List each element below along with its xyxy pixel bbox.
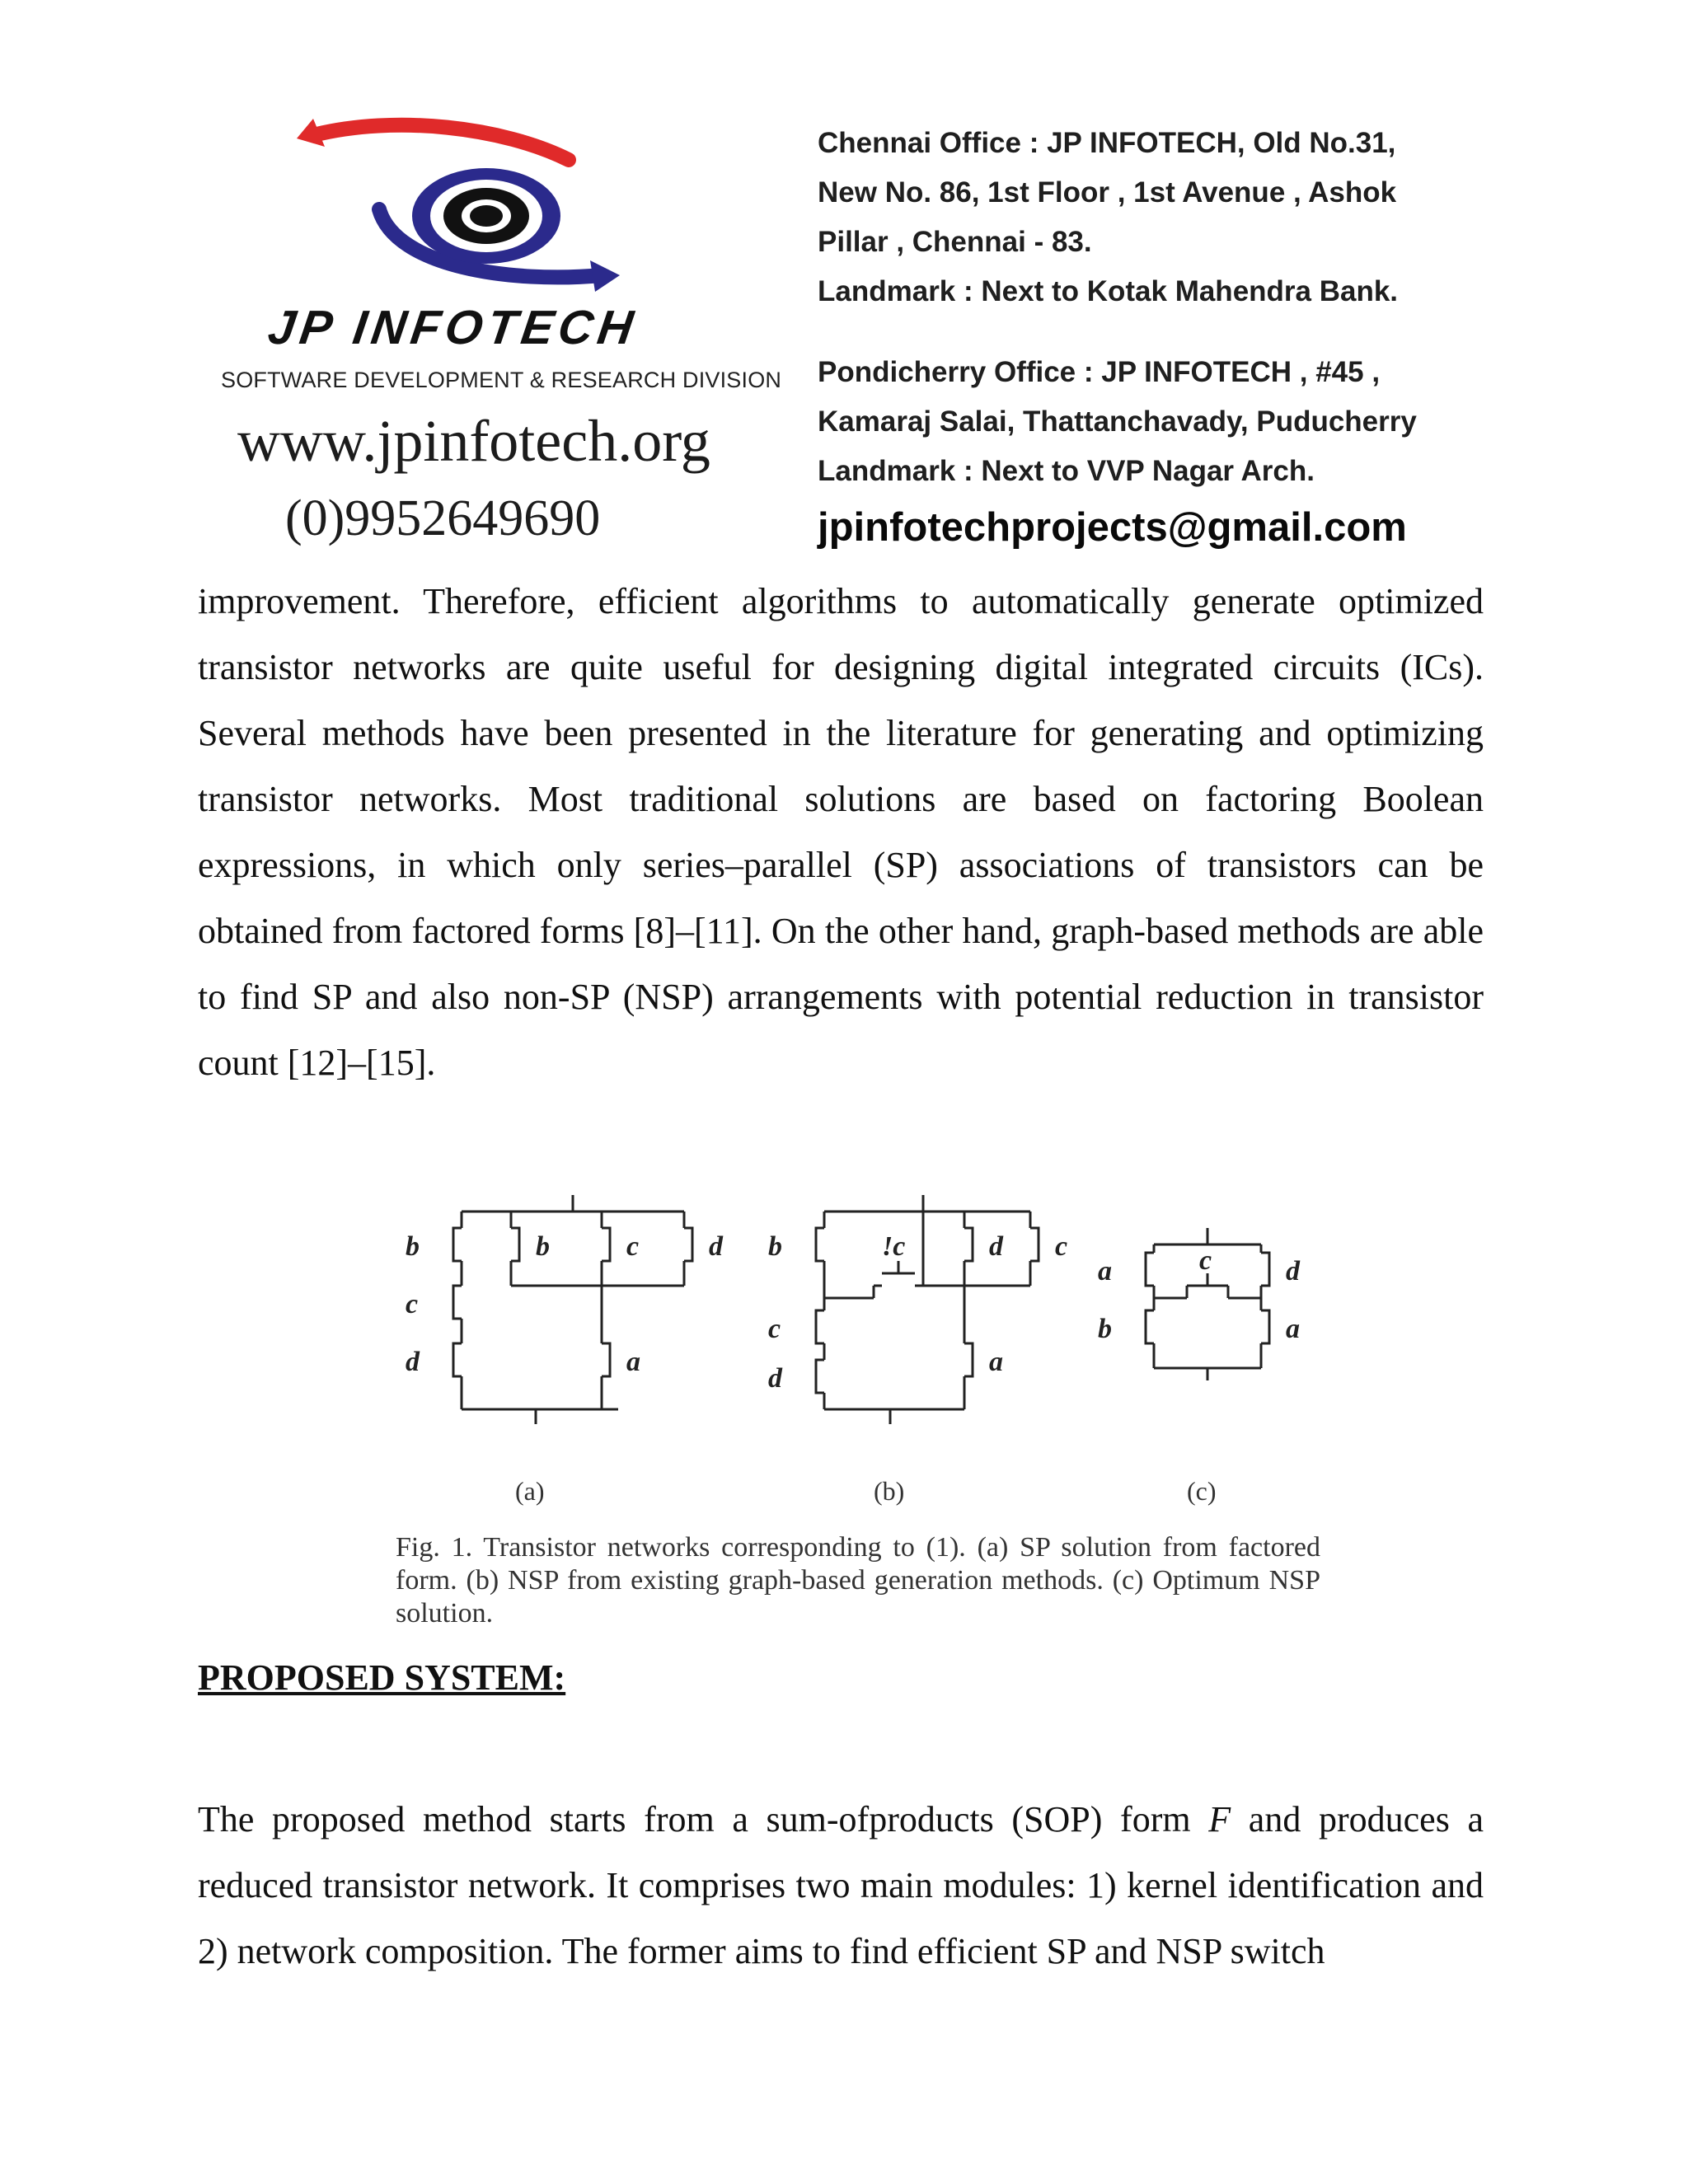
figure-c-label-a: a (1098, 1256, 1112, 1286)
jp-infotech-logo-icon (297, 110, 725, 308)
brand-name: JP INFOTECH (265, 301, 641, 354)
figure-b-label-b: b (768, 1231, 782, 1262)
figure-b-label-c: c (768, 1314, 781, 1344)
paragraph-text: The proposed method starts from a sum-ofproducts (SOP) form (198, 1799, 1209, 1840)
figure-c-label-c: c (1199, 1245, 1212, 1276)
figure-a-label-d2: d (709, 1231, 723, 1262)
figure-a-label-b: b (406, 1231, 420, 1262)
body-paragraph-intro: improvement. Therefore, efficient algorithms to automatically generate optimized transistor networks are quite useful for designing digital integrated circuits (ICs). Several methods have been presented in the literature for generating and optimizing transistor networks. Most traditional solutions are based on factoring Boolean expressions, in which only series–parallel (SP) associations of transistors can be obtained from factored forms [8]–[11]. On the other hand, graph-based methods are able to find SP and also non-SP (NSP) arrangements with potential reduction in transistor count [12]–[15]. (198, 581, 1484, 1083)
transistor-network-figure (387, 1195, 1343, 1508)
header-banner (198, 102, 1484, 564)
figure-a-label-b2: b (536, 1231, 550, 1262)
body-paragraph-proposed (198, 1787, 1484, 1985)
chennai-address-line: New No. 86, 1st Floor , 1st Avenue , Ashok (818, 176, 1397, 209)
office-addresses (818, 119, 1484, 551)
pondicherry-address-line: Kamaraj Salai, Thattanchavady, Puducherry (818, 405, 1417, 438)
brand-phone: (0)9952649690 (285, 490, 601, 546)
figure-b-label-c2: c (1055, 1231, 1068, 1262)
figure-a-label-a: a (626, 1347, 640, 1377)
figure-b-label-not-c: !c (882, 1231, 906, 1262)
chennai-address-line: Landmark : Next to Kotak Mahendra Bank. (818, 275, 1399, 307)
brand-division: SOFTWARE DEVELOPMENT & RESEARCH DIVISION (221, 368, 782, 392)
section-heading: PROPOSED SYSTEM: (198, 1657, 566, 1698)
figure-b-label-d2: d (989, 1231, 1003, 1262)
figure-subcaption-b: (b) (874, 1476, 905, 1506)
paragraph-text: and produces a reduced transistor network. It comprises two main modules: 1) kernel identification and 2) network composition. The former aims to find efficient SP and NSP switch (198, 1799, 1484, 1971)
chennai-address-line: Chennai Office : JP INFOTECH, Old No.31, (818, 127, 1396, 159)
figure-caption: Fig. 1. Transistor networks corresponding to (1). (a) SP solution from factored form. (b) NSP from existing graph-based generation methods. (c) Optimum NSP solution. (396, 1532, 1320, 1629)
figure-c-label-a2: a (1286, 1314, 1300, 1344)
figure-a-label-c: c (406, 1289, 419, 1319)
figure-b-label-a: a (989, 1347, 1003, 1377)
paragraph-variable: F (1208, 1799, 1231, 1840)
contact-email: jpinfotechprojects@gmail.com (818, 505, 1407, 550)
figure-a-label-c2: c (626, 1231, 640, 1262)
figure-subcaption-c: (c) (1187, 1476, 1217, 1506)
figure-a-label-d: d (406, 1347, 420, 1377)
brand-website: www.jpinfotech.org (237, 408, 710, 474)
brand-block (198, 102, 808, 564)
figure-c-label-b: b (1098, 1314, 1112, 1344)
pondicherry-address-line: Landmark : Next to VVP Nagar Arch. (818, 455, 1315, 487)
chennai-address-line: Pillar , Chennai - 83. (818, 226, 1092, 258)
figure-c-label-d: d (1286, 1256, 1300, 1286)
figure-b-label-d: d (768, 1363, 782, 1394)
pondicherry-address-line: Pondicherry Office : JP INFOTECH , #45 , (818, 356, 1381, 388)
figure-subcaption-a: (a) (515, 1476, 545, 1506)
